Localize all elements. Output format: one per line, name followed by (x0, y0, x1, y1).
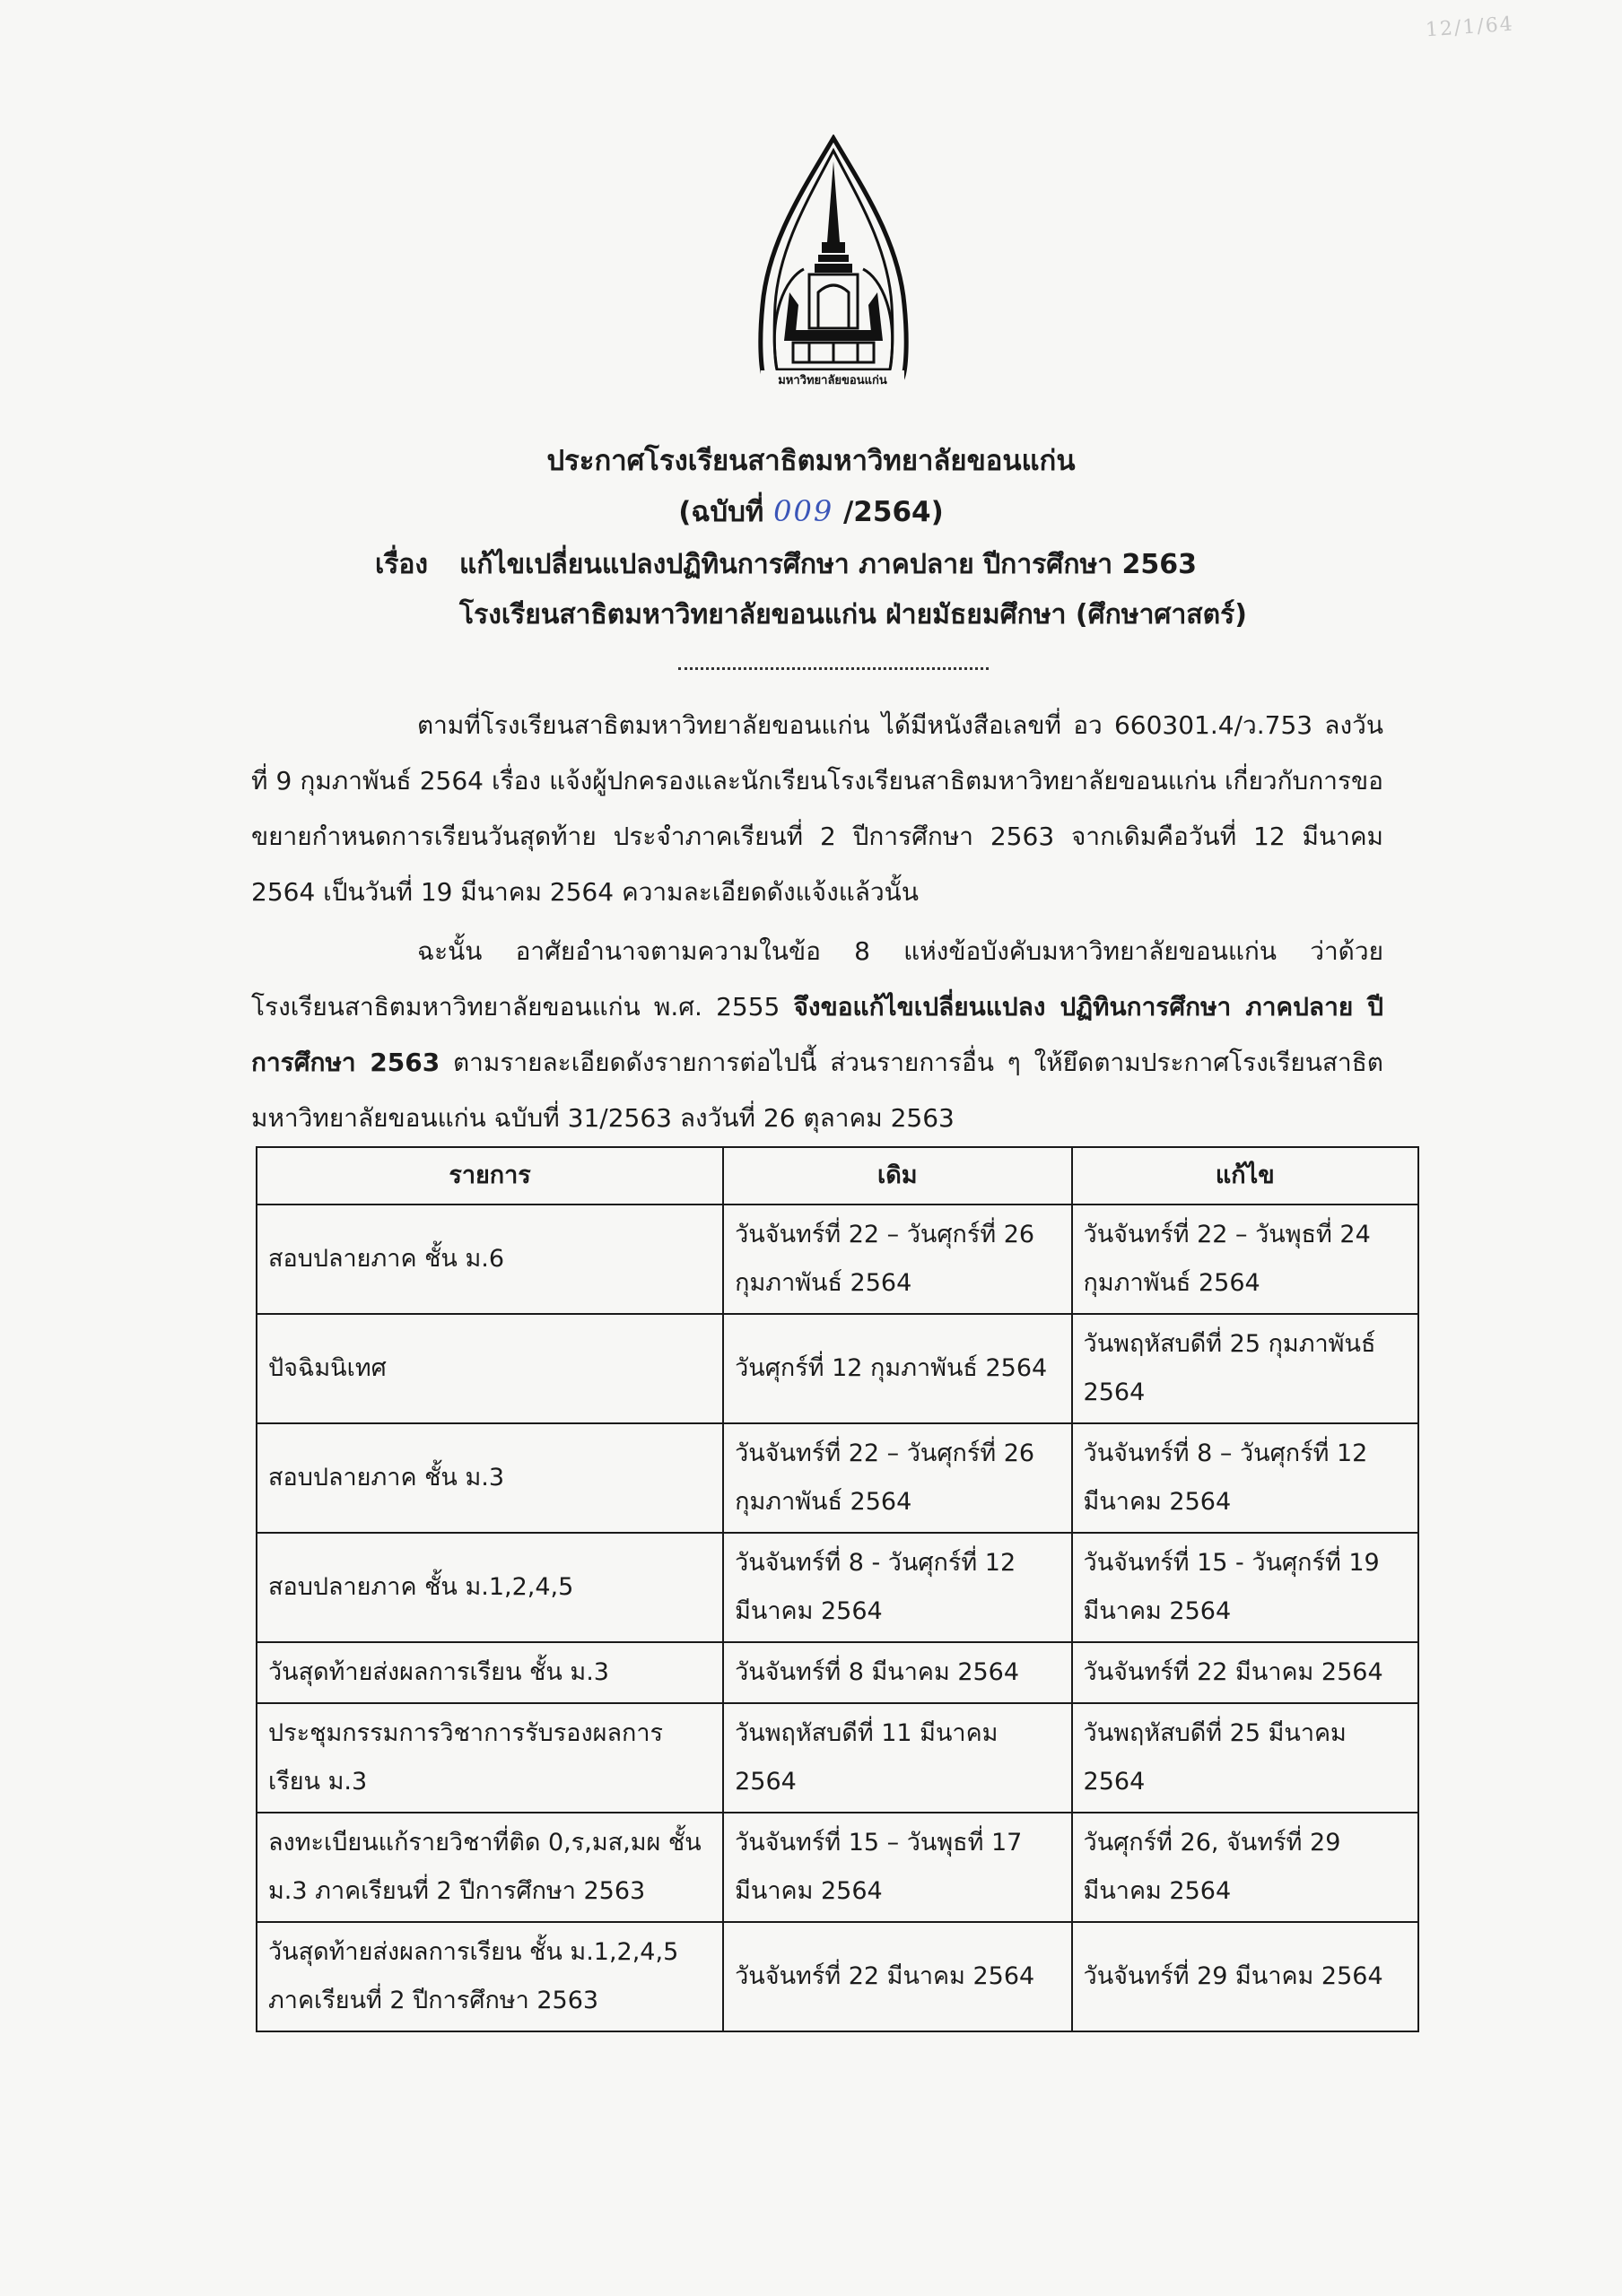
cell-revised: วันจันทร์ที่ 29 มีนาคม 2564 (1072, 1922, 1418, 2031)
issue-number-handwritten: 009 (773, 494, 834, 528)
announcement-title: ประกาศโรงเรียนสาธิตมหาวิทยาลัยขอนแก่น (546, 445, 1076, 477)
cell-original: วันจันทร์ที่ 22 มีนาคม 2564 (723, 1922, 1071, 2031)
cell-revised: วันศุกร์ที่ 26, จันทร์ที่ 29 มีนาคม 2564 (1072, 1813, 1418, 1922)
table-row (257, 1423, 1418, 1533)
temple-spire-emblem-icon (750, 135, 917, 404)
table-row (257, 1533, 1418, 1642)
cell-revised: วันจันทร์ที่ 15 - วันศุกร์ที่ 19 มีนาคม 2564 (1072, 1533, 1418, 1642)
header-original: เดิม (723, 1147, 1071, 1205)
table-row (257, 1642, 1418, 1703)
cell-item: ปัจฉิมนิเทศ (257, 1314, 723, 1423)
cell-item: สอบปลายภาค ชั้น ม.1,2,4,5 (257, 1533, 723, 1642)
cell-revised: วันจันทร์ที่ 22 – วันพุธที่ 24 กุมภาพันธ์ 2564 (1072, 1205, 1418, 1314)
table-row (257, 1314, 1418, 1423)
cell-item: วันสุดท้ายส่งผลการเรียน ชั้น ม.1,2,4,5 ภาคเรียนที่ 2 ปีการศึกษา 2563 (257, 1922, 723, 2031)
subject-line-1: แก้ไขเปลี่ยนแปลงปฏิทินการศึกษา ภาคปลาย ปีการศึกษา 2563 (459, 549, 1198, 580)
header-revised: แก้ไข (1072, 1147, 1418, 1205)
subject-label: เรื่อง (375, 549, 429, 580)
dotted-separator (678, 660, 989, 670)
cell-item: สอบปลายภาค ชั้น ม.3 (257, 1423, 723, 1533)
cell-original: วันจันทร์ที่ 15 – วันพุธที่ 17 มีนาคม 2564 (723, 1813, 1071, 1922)
subject-line-2: โรงเรียนสาธิตมหาวิทยาลัยขอนแก่น ฝ่ายมัธยมศึกษา (ศึกษาศาสตร์) (459, 599, 1247, 631)
logo-caption: มหาวิทยาลัยขอนแก่น (761, 370, 904, 392)
paragraph-2-bold: จึงขอแก้ไขเปลี่ยนแปลง ปฏิทินการศึกษา ภาคปลาย ปีการศึกษา 2563 (251, 992, 1383, 1077)
cell-revised: วันจันทร์ที่ 8 – วันศุกร์ที่ 12 มีนาคม 2564 (1072, 1423, 1418, 1533)
cell-item: สอบปลายภาค ชั้น ม.6 (257, 1205, 723, 1314)
table-row (257, 1205, 1418, 1314)
issue-suffix: /2564) (842, 496, 944, 528)
university-logo (750, 135, 917, 404)
cell-original: วันศุกร์ที่ 12 กุมภาพันธ์ 2564 (723, 1314, 1071, 1423)
announcement-issue (0, 491, 1622, 532)
issue-prefix: (ฉบับที่ (678, 496, 764, 528)
cell-item: วันสุดท้ายส่งผลการเรียน ชั้น ม.3 (257, 1642, 723, 1703)
table-header-row (257, 1147, 1418, 1205)
handwritten-corner-mark: 12/1/64 (1425, 13, 1515, 42)
table-row (257, 1922, 1418, 2031)
paragraph-2-part-2: ตามรายละเอียดดังรายการต่อไปนี้ ส่วนรายการอื่น ๆ ให้ยึดตามประกาศโรงเรียนสาธิตมหาวิทยาลัยขอนแก่น ฉบับที่ 31/2563 ลงวันที่ 26 ตุลาคม 2563 (251, 1048, 1383, 1133)
cell-revised: วันพฤหัสบดีที่ 25 มีนาคม 2564 (1072, 1703, 1418, 1813)
cell-item: ประชุมกรรมการวิชาการรับรองผลการเรียน ม.3 (257, 1703, 723, 1813)
cell-original: วันพฤหัสบดีที่ 11 มีนาคม 2564 (723, 1703, 1071, 1813)
paragraph-2-part-1: ฉะนั้น อาศัยอำนาจตามความในข้อ 8 แห่งข้อบังคับมหาวิทยาลัยขอนแก่น ว่าด้วยโรงเรียนสาธิตมหาวิทยาลัยขอนแก่น พ.ศ. 2555 (251, 936, 1383, 1022)
header-item: รายการ (257, 1147, 723, 1205)
cell-original: วันจันทร์ที่ 22 – วันศุกร์ที่ 26 กุมภาพันธ์ 2564 (723, 1423, 1071, 1533)
cell-original: วันจันทร์ที่ 8 - วันศุกร์ที่ 12 มีนาคม 2564 (723, 1533, 1071, 1642)
cell-revised: วันพฤหัสบดีที่ 25 กุมภาพันธ์ 2564 (1072, 1314, 1418, 1423)
cell-revised: วันจันทร์ที่ 22 มีนาคม 2564 (1072, 1642, 1418, 1703)
cell-original: วันจันทร์ที่ 22 – วันศุกร์ที่ 26 กุมภาพันธ์ 2564 (723, 1205, 1071, 1314)
cell-item: ลงทะเบียนแก้รายวิชาที่ติด 0,ร,มส,มผ ชั้น ม.3 ภาคเรียนที่ 2 ปีการศึกษา 2563 (257, 1813, 723, 1922)
table-row (257, 1813, 1418, 1922)
schedule-table (256, 1146, 1419, 2032)
cell-original: วันจันทร์ที่ 8 มีนาคม 2564 (723, 1642, 1071, 1703)
table-row (257, 1703, 1418, 1813)
body-paragraph-2 (251, 924, 1383, 1146)
body-paragraph-1: ตามที่โรงเรียนสาธิตมหาวิทยาลัยขอนแก่น ได้มีหนังสือเลขที่ อว 660301.4/ว.753 ลงวันที่ 9 กุมภาพันธ์ 2564 เรื่อง แจ้งผู้ปกครองและนักเรียนโรงเรียนสาธิตมหาวิทยาลัยขอนแก่น เกี่ยวกับการขอขยายกำหนดการเรียนวันสุดท้าย ประจำภาคเรียนที่ 2 ปีการศึกษา 2563 จากเดิมคือวันที่ 12 มีนาคม 2564 เป็นวันที่ 19 มีนาคม 2564 ความละเอียดดังแจ้งแล้วนั้น (251, 710, 1383, 907)
